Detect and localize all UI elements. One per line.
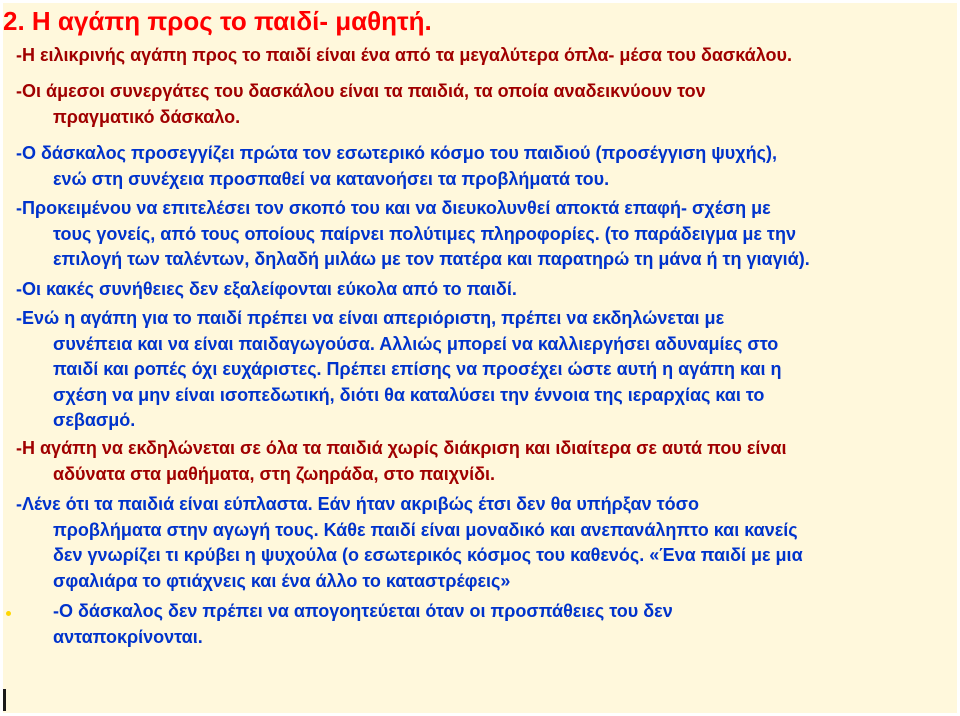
paragraph-3	[16, 141, 777, 192]
paragraph-4	[16, 196, 810, 273]
paragraph-1	[16, 43, 792, 69]
text-line: ανταποκρίνονται.	[53, 626, 203, 647]
bullet-dot-icon	[6, 611, 11, 616]
text-line: αδύνατα στα μαθήματα, στη ζωηράδα, στο παιχνίδι.	[53, 463, 496, 484]
text-line: πραγματικό δάσκαλο.	[53, 106, 241, 127]
text-line: -Οι άμεσοι συνεργάτες του δασκάλου είναι τα παιδιά, τα οποία αναδεικνύουν τον	[16, 81, 706, 101]
paragraph-5	[16, 277, 517, 303]
edge-marker	[3, 689, 6, 711]
text-line: σχέση να μην είναι ισοπεδωτική, διότι θα καταλύσει την έννοια της ιεραρχίας και το	[53, 384, 765, 405]
paragraph-9	[53, 599, 673, 650]
text-line: προβλήματα στην αγωγή τους. Κάθε παιδί είναι μοναδικό και ανεπανάληπτο και κανείς	[53, 519, 798, 540]
text-line: σεβασμό.	[53, 410, 136, 430]
slide-title: 2. Η αγάπη προς το παιδί- μαθητή.	[3, 6, 432, 36]
text-line: -Ο δάσκαλος προσεγγίζει πρώτα τον εσωτερικό κόσμο του παιδιού (προσέγγιση ψυχής),	[16, 143, 777, 163]
text-line: επιλογή των ταλέντων, δηλαδή μιλάω με τον πατέρα και παρατηρώ τη μάνα ή τη γιαγιά).	[53, 249, 810, 269]
paragraph-7	[16, 436, 786, 487]
paragraph-6	[16, 306, 782, 434]
paragraph-8	[16, 492, 803, 594]
text-line: ενώ στη συνέχεια προσπαθεί να κατανοήσει τα προβλήματά του.	[53, 168, 610, 189]
text-line: -Ενώ η αγάπη για το παιδί πρέπει να είναι απεριόριστη, πρέπει να εκδηλώνεται με	[16, 308, 725, 328]
text-line: -Ο δάσκαλος δεν πρέπει να απογοητεύεται όταν οι προσπάθειες του δεν	[53, 601, 673, 621]
text-line: παιδί και ροπές όχι ευχάριστες. Πρέπει επίσης να προσέχει ώστε αυτή η αγάπη και η	[53, 359, 782, 379]
text-line: συνέπεια και να είναι παιδαγωγούσα. Αλλιώς μπορεί να καλλιεργήσει αδυναμίες στο	[53, 333, 779, 354]
text-line: -Λένε ότι τα παιδιά είναι εύπλαστα. Εάν ήταν ακριβώς έτσι δεν θα υπήρξαν τόσο	[16, 494, 699, 514]
slide-background	[3, 3, 957, 713]
text-line: δεν γνωρίζει τι κρύβει η ψυχούλα (ο εσωτερικός κόσμος του καθενός. «Ένα παιδί με μια	[53, 545, 803, 565]
paragraph-2	[16, 79, 706, 130]
text-line: -Η αγάπη να εκδηλώνεται σε όλα τα παιδιά χωρίς διάκριση και ιδιαίτερα σε αυτά που είναι	[16, 438, 787, 458]
text-line: -Η ειλικρινής αγάπη προς το παιδί είναι ένα από τα μεγαλύτερα όπλα- μέσα του δασκάλου.	[16, 45, 793, 65]
text-line: σφαλιάρα το φτιάχνεις και ένα άλλο το καταστρέφεις»	[53, 570, 511, 591]
text-line: τους γονείς, από τους οποίους παίρνει πολύτιμες πληροφορίες. (το παράδειγμα με την	[53, 223, 796, 244]
text-line: -Οι κακές συνήθειες δεν εξαλείφονται εύκολα από το παιδί.	[16, 279, 517, 299]
text-line: -Προκειμένου να επιτελέσει τον σκοπό του και να διευκολυνθεί αποκτά επαφή- σχέση με	[16, 198, 771, 218]
